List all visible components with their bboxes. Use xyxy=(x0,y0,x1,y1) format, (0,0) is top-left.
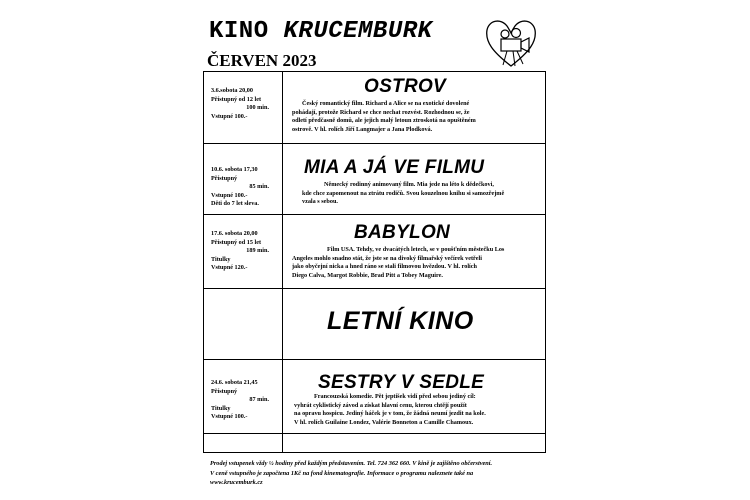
screening-info xyxy=(211,379,281,422)
movie-description: Francouzská komedie. Pět jeptišek vidí před sebou jediný cíl: vyhrát cyklistický závod a získat hlavní cenu, kterou chtějí použít na opravu hospicu. Jediný háček je v tom, že žádná neumí jezdit na kole. V hl. rolích Guilaine Londez, Valérie Bonneton a Camille Chamoux. xyxy=(294,393,486,426)
footer-line: V ceně vstupného je započtena 1Kč na fond kinematografie. Informace o programu naleznete také na xyxy=(210,469,474,477)
movie-description: Německý rodinný animovaný film. Mia jede na léto k dědečkovi, kde chce zapomenout na ztrátu rodičů. Svou kouzelnou knihu si samozřejmě vzala s sebou. xyxy=(302,181,505,206)
screening-discount: Děti do 7 let sleva. xyxy=(211,200,259,208)
footer-line: Prodej vstupenek vždy ½ hodiny před každým představením. Tel. 724 362 660. V kině je zajištěno občerstvení. xyxy=(210,460,493,467)
screening-date: 17.6. sobota 20,00 xyxy=(211,230,258,237)
screening-price: Vstupné 100.- xyxy=(211,112,248,120)
movie-title: BABYLON xyxy=(354,222,451,243)
screening-info xyxy=(211,87,281,121)
movie-title: MIA A JÁ VE FILMU xyxy=(304,157,485,178)
screening-info xyxy=(211,230,281,273)
column-divider xyxy=(282,71,283,453)
movie-description: Film USA. Tehdy, ve dvacátých letech, se v poušťním městečku Los Angeles mohlo snadno stát, že jste se na divoký filmařský večírek vetřeli jako obyčejní nicka a hned ráno se stali filmovou hvězdou. V hl. rolích Diego Calva, Margot Robbie, Brad Pitt a Tobey Maguire. xyxy=(292,246,505,279)
cinema-heart-camera-logo xyxy=(483,10,539,72)
screening-date: 24.6. sobota 21,45 xyxy=(211,379,258,386)
row-divider xyxy=(203,214,546,215)
row-divider xyxy=(203,143,546,144)
screening-age-rating: Přístupný xyxy=(211,387,238,395)
screening-price: Vstupné 120.- xyxy=(211,264,248,272)
screening-length: 85 min. xyxy=(249,183,269,191)
footer-website: www.krucemburk.cz xyxy=(210,479,263,486)
row-divider xyxy=(203,433,546,434)
title-kino: KINO xyxy=(209,18,269,45)
screening-age-rating: Přístupný xyxy=(211,174,238,182)
title-krucemburk: KRUCEMBURK xyxy=(283,18,433,45)
screening-price: Vstupné 100.- xyxy=(211,191,248,199)
summer-cinema-heading: LETNÍ KINO xyxy=(327,307,474,335)
screening-subtitles: Titulky xyxy=(211,255,231,263)
footer-note xyxy=(210,459,492,488)
screening-price: Vstupné 100.- xyxy=(211,413,248,421)
movie-title: OSTROV xyxy=(364,76,447,97)
screening-date: 3.6.sobota 20,00 xyxy=(211,87,253,94)
screening-age-rating: Přístupný od 15 let xyxy=(211,238,262,246)
screening-subtitles: Titulky xyxy=(211,404,231,412)
movie-description: Český romantický film. Richard a Alice se na exotické dovolené pohádají, protože Richard se chce nechat rozvést. Rozhodnou se, že odletí předčasně domů, ale jejich malý letoun ztroskotá na opuštěném ostrově. V hl. rolích Jiří Langmajer a Jana Plodková. xyxy=(292,100,476,133)
page-title xyxy=(209,18,433,45)
screening-length: 189 min. xyxy=(246,247,269,255)
movie-title: SESTRY V SEDLE xyxy=(318,372,485,393)
screening-length: 100 min. xyxy=(246,104,269,112)
row-divider xyxy=(203,288,546,289)
screening-info xyxy=(211,166,281,209)
screening-length: 87 min. xyxy=(249,396,269,404)
screening-age-rating: Přístupný od 12 let xyxy=(211,95,262,103)
screening-date: 10.6. sobota 17,30 xyxy=(211,166,258,173)
program-month: ČERVEN 2023 xyxy=(207,51,317,70)
row-divider xyxy=(203,359,546,360)
